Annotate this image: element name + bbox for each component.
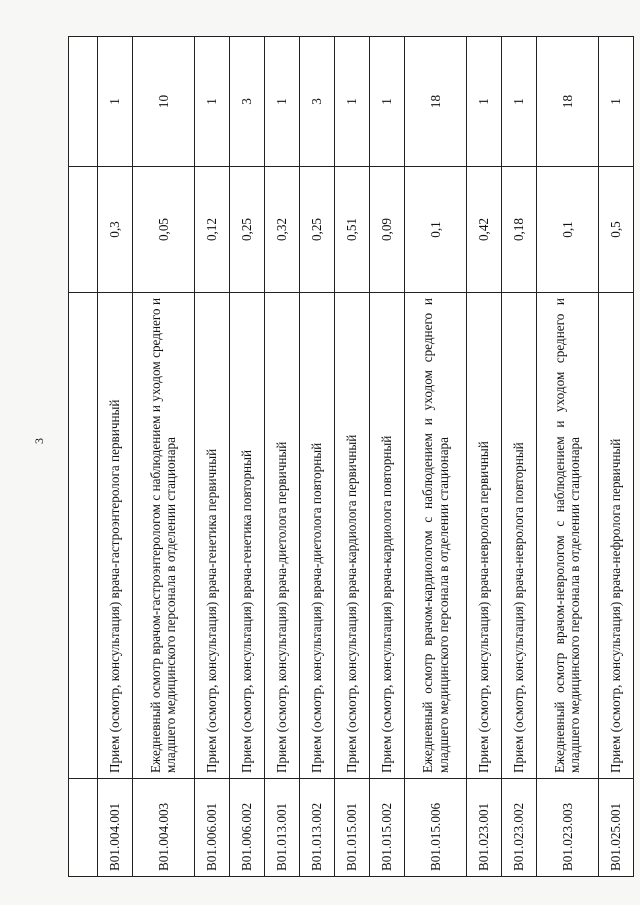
table-cell <box>69 167 98 293</box>
frequency-coefficient: 0,1 <box>537 167 599 293</box>
service-name: Прием (осмотр, консультация) врача-генетика повторный <box>229 293 264 779</box>
service-code: B01.015.006 <box>405 779 467 877</box>
frequency-coefficient: 0,1 <box>405 167 467 293</box>
table-cell <box>69 293 98 779</box>
table-row-top-blank <box>69 37 98 877</box>
table-row <box>264 37 299 877</box>
table-row <box>133 37 195 877</box>
table-cell <box>69 37 98 167</box>
multiplicity: 1 <box>335 37 370 167</box>
table-row <box>194 37 229 877</box>
service-name: Ежедневный осмотр врачом-неврологом с наблюдением и уходом среднего и младшего медицинского персонала в отделении стационара <box>537 293 599 779</box>
service-name: Ежедневный осмотр врачом-кардиологом с наблюдением и уходом среднего и младшего медицинского персонала в отделении стационара <box>405 293 467 779</box>
table-row <box>370 37 405 877</box>
frequency-coefficient: 0,32 <box>264 167 299 293</box>
service-name: Прием (осмотр, консультация) врача-кардиолога повторный <box>370 293 405 779</box>
service-code: B01.023.001 <box>466 779 501 877</box>
table-row <box>229 37 264 877</box>
multiplicity: 1 <box>370 37 405 167</box>
service-name: Прием (осмотр, консультация) врача-кардиолога первичный <box>335 293 370 779</box>
table-row <box>335 37 370 877</box>
page-number: 3 <box>32 438 46 444</box>
table-row <box>466 37 501 877</box>
frequency-coefficient: 0,3 <box>98 167 133 293</box>
table-row <box>98 37 133 877</box>
service-name: Прием (осмотр, консультация) врача-невролога первичный <box>466 293 501 779</box>
service-name: Прием (осмотр, консультация) врача-диетолога первичный <box>264 293 299 779</box>
multiplicity: 1 <box>264 37 299 167</box>
frequency-coefficient: 0,09 <box>370 167 405 293</box>
table-row <box>502 37 537 877</box>
table-row <box>598 37 633 877</box>
table-row <box>300 37 335 877</box>
multiplicity: 1 <box>598 37 633 167</box>
frequency-coefficient: 0,18 <box>502 167 537 293</box>
multiplicity: 3 <box>300 37 335 167</box>
service-code: B01.023.002 <box>502 779 537 877</box>
service-name: Прием (осмотр, консультация) врача-гастроэнтеролога первичный <box>98 293 133 779</box>
services-table <box>68 36 634 877</box>
multiplicity: 1 <box>466 37 501 167</box>
frequency-coefficient: 0,5 <box>598 167 633 293</box>
frequency-coefficient: 0,51 <box>335 167 370 293</box>
multiplicity: 1 <box>502 37 537 167</box>
service-name: Прием (осмотр, консультация) врача-нефролога первичный <box>598 293 633 779</box>
service-code: B01.015.001 <box>335 779 370 877</box>
multiplicity: 3 <box>229 37 264 167</box>
service-name: Прием (осмотр, консультация) врача-невролога повторный <box>502 293 537 779</box>
service-name: Прием (осмотр, консультация) врача-генетика первичный <box>194 293 229 779</box>
multiplicity: 1 <box>194 37 229 167</box>
service-code: B01.006.001 <box>194 779 229 877</box>
rotated-table-container <box>68 37 634 877</box>
multiplicity: 1 <box>98 37 133 167</box>
multiplicity: 18 <box>405 37 467 167</box>
table-row <box>405 37 467 877</box>
multiplicity: 10 <box>133 37 195 167</box>
service-code: B01.004.003 <box>133 779 195 877</box>
service-code: B01.023.003 <box>537 779 599 877</box>
table-cell <box>69 779 98 877</box>
service-name: Ежедневный осмотр врачом-гастроэнтерологом с наблюдением и уходом среднего и младшего медицинского персонала в отделении стационара <box>133 293 195 779</box>
table-row <box>537 37 599 877</box>
frequency-coefficient: 0,12 <box>194 167 229 293</box>
service-code: B01.015.002 <box>370 779 405 877</box>
service-name: Прием (осмотр, консультация) врача-диетолога повторный <box>300 293 335 779</box>
multiplicity: 18 <box>537 37 599 167</box>
service-code: B01.013.002 <box>300 779 335 877</box>
service-code: B01.004.001 <box>98 779 133 877</box>
service-code: B01.006.002 <box>229 779 264 877</box>
frequency-coefficient: 0,05 <box>133 167 195 293</box>
frequency-coefficient: 0,42 <box>466 167 501 293</box>
frequency-coefficient: 0,25 <box>300 167 335 293</box>
frequency-coefficient: 0,25 <box>229 167 264 293</box>
service-code: B01.025.001 <box>598 779 633 877</box>
service-code: B01.013.001 <box>264 779 299 877</box>
